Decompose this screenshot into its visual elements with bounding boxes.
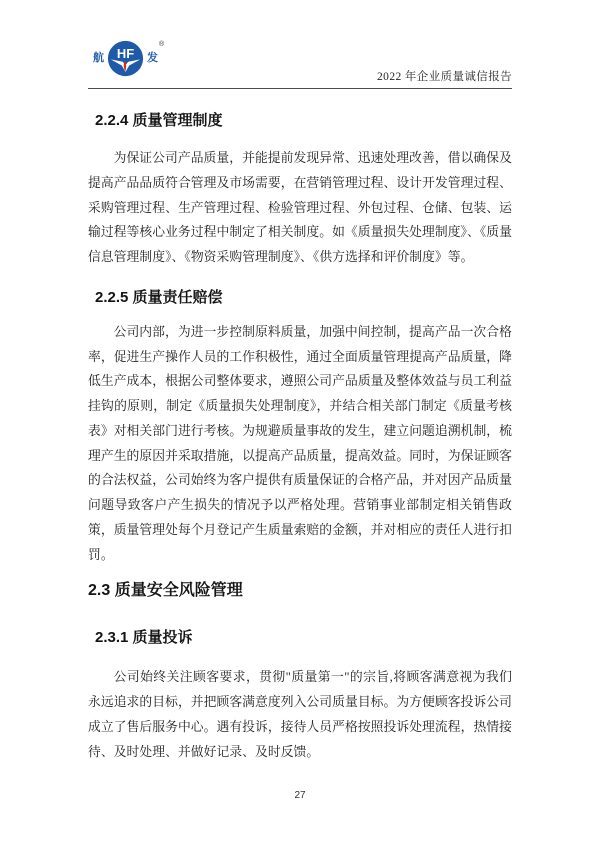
company-logo [93,40,165,77]
logo-monogram: HF [116,46,135,62]
heading-2-2-4-quality-management-system: 2.2.4 质量管理制度 [95,112,223,129]
paragraph-quality-management-system: 为保证公司产品质量，并能提前发现异常、迅速处理改善，借以确保及提高产品品质符合管理及市场需要，在营销管理过程、设计开发管理过程、采购管理过程、生产管理过程、检验管理过程、外包过程、仓储、包装、运输过程等核心业务过程中制定了相关制度。如《质量损失处理制度》、《质量信息管理制度》、《物资采购管理制度》、《供方选择和评价制度》等。 [88,151,512,264]
logo-right-char: 发 [147,52,158,64]
heading-2-3-1-quality-complaints: 2.3.1 质量投诉 [95,629,193,647]
page-footer [0,790,600,801]
paragraph-quality-complaints: 公司始终关注顾客要求，贯彻"质量第一"的宗旨,将顾客满意视为我们永远追求的目标，并把顾客满意度列入公司质量目标。为方便顾客投诉公司成立了售后服务中心。遇有投诉，接待人员严格按照投诉处理流程，热情接待、及时处理、并做好记录、及时反馈。 [88,670,512,759]
page-number: 27 [294,790,306,801]
report-header-title: 2022 年企业质量诚信报告 [377,71,512,83]
paragraph-quality-liability-compensation: 公司内部，为进一步控制原料质量，加强中间控制，提高产品一次合格率，促进生产操作人员的工作积极性，通过全面质量管理提高产品质量，降低生产成本，根据公司整体要求，遵照公司产品质量及整体效益与员工利益挂钩的原则，制定《质量损失处理制度》，并结合相关部门制定《质量考核表》对相关部门进行考核。为规避质量事故的发生，建立问题追溯机制，梳理产生的原因并采取措施，以提高产品质量，提高效益。同时，为保证顾客的合法权益，公司始终为客户提供有质量保证的合格产品，并对因产品质量问题导致客户产生损失的情况予以严格处理。营销事业部制定相关销售政策，质量管理处每个月登记产生质量索赔的金额，并对相应的责任人进行扣罚。 [88,324,512,562]
heading-2-2-5-quality-liability-compensation: 2.2.5 质量责任赔偿 [95,288,223,306]
logo-left-char: 航 [93,52,104,64]
hf-emblem-icon [107,40,144,77]
heading-2-3-quality-safety-risk-management: 2.3 质量安全风险管理 [88,582,243,600]
page-header [88,0,512,89]
registered-trademark-icon: ® [159,41,165,48]
